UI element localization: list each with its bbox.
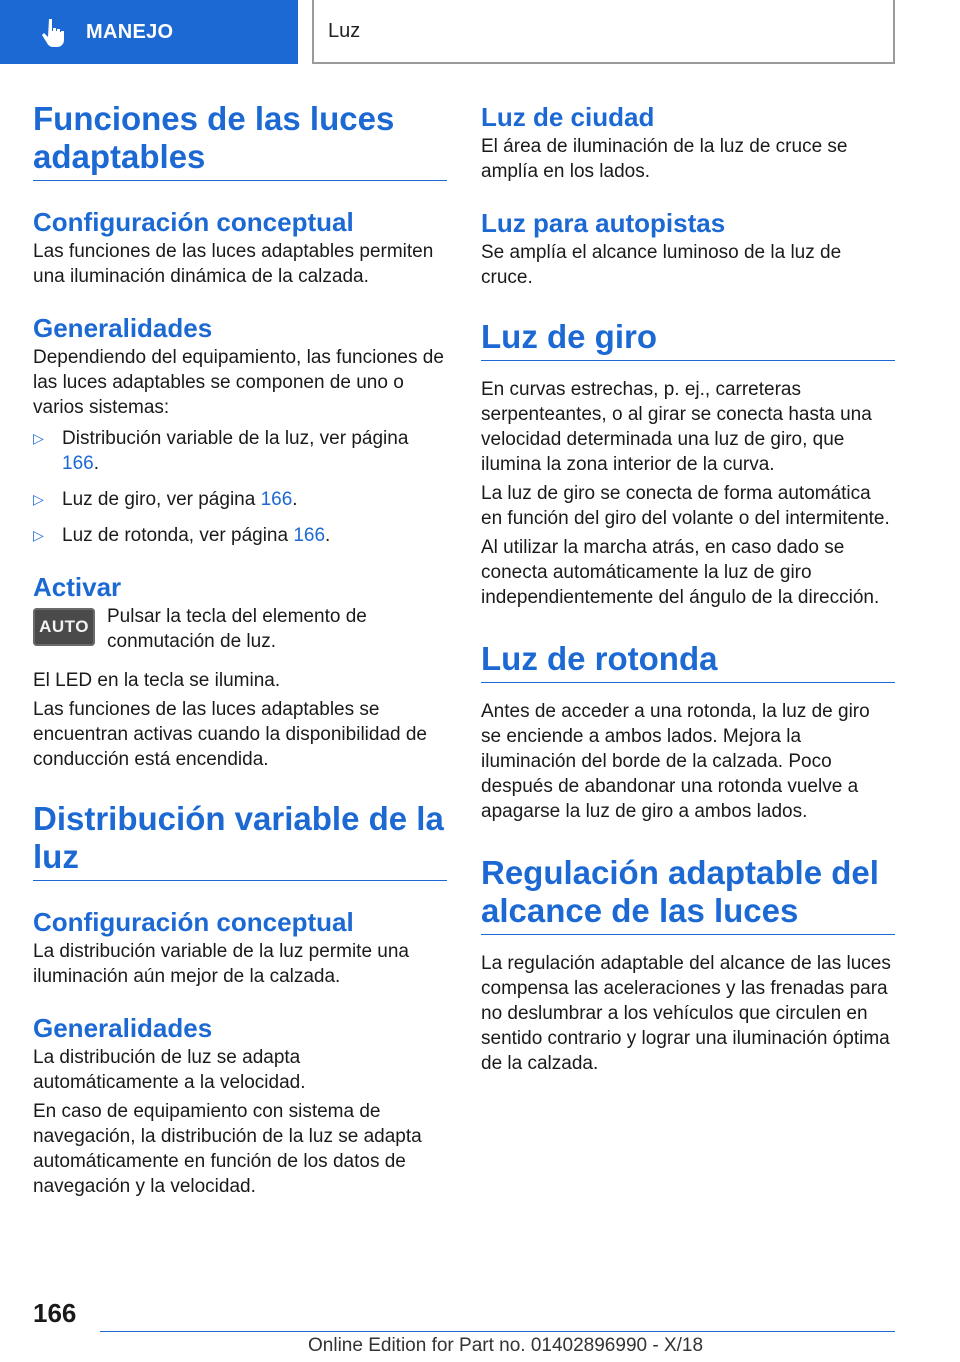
para-regulacion: La regulación adaptable del alcance de las luces compensa las aceleraciones y las frenadas para no deslumbrar a los vehículos que circulen en sentido contrario y lograr una iluminación óptima de la calzada. <box>481 953 891 1074</box>
heading-config-1: Configuración conceptual <box>33 207 354 237</box>
para-giro-2: La luz de giro se conecta de forma automática en función del giro del volante o del intermitente. <box>481 483 890 529</box>
heading-autopistas: Luz para autopistas <box>481 208 726 238</box>
footer-divider <box>100 1331 895 1332</box>
section-tab[interactable] <box>0 0 298 64</box>
para-general-2a: La distribución de luz se adapta automáticamente a la velocidad. <box>33 1047 306 1093</box>
chapter-title: Luz <box>328 19 361 42</box>
triangle-bullet-icon: ▷ <box>33 491 44 507</box>
para-ciudad: El área de iluminación de la luz de cruce se amplía en los lados. <box>481 136 848 182</box>
heading-funciones: Funciones de las luces adaptables <box>33 100 447 181</box>
page-link[interactable]: 166 <box>62 453 94 474</box>
hand-pointer-icon <box>40 17 68 47</box>
list-item: ▷ Luz de rotonda, ver página 166. <box>33 525 331 546</box>
heading-activar: Activar <box>33 572 122 602</box>
heading-general-1: Generalidades <box>33 313 213 343</box>
list-item: ▷ Luz de giro, ver página 166. <box>33 489 298 510</box>
page-number: 166 <box>33 1298 77 1328</box>
para-autopistas: Se amplía el alcance luminoso de la luz de cruce. <box>481 242 842 288</box>
edition-text: Online Edition for Part no. 01402896990 - X/18 <box>308 1335 704 1356</box>
para-activas: Las funciones de las luces adaptables se encuentran activas cuando la disponibilidad de conducción está encendida. <box>33 699 427 770</box>
heading-general-2: Generalidades <box>33 1013 213 1043</box>
chapter-header <box>312 0 895 64</box>
para-activar: Pulsar la tecla del elemento de conmutación de luz. <box>107 606 367 652</box>
triangle-bullet-icon: ▷ <box>33 430 44 446</box>
heading-regulacion: Regulación adaptable del alcance de las luces <box>481 854 895 935</box>
para-giro-1: En curvas estrechas, p. ej., carreteras serpenteantes, o al girar se conecta hasta una velocidad determinada una luz de giro, que ilumina la zona interior de la curva. <box>481 379 872 475</box>
systems-list <box>33 426 447 548</box>
heading-ciudad: Luz de ciudad <box>481 102 655 132</box>
para-rotonda: Antes de acceder a una rotonda, la luz de giro se enciende a ambos lados. Mejora la iluminación del borde de la calzada. Poco después de abandonar una rotonda vuelve a apagarse la luz de giro a ambos lados. <box>481 701 870 822</box>
list-item: ▷ Distribución variable de la luz, ver página 166. <box>33 428 409 474</box>
heading-rotonda: Luz de rotonda <box>481 640 895 683</box>
auto-button-icon: AUTO <box>33 608 95 646</box>
page-link[interactable]: 166 <box>260 489 293 510</box>
section-title: MANEJO <box>86 20 174 43</box>
page-link[interactable]: 166 <box>293 525 326 546</box>
auto-instruction <box>33 604 447 654</box>
heading-giro: Luz de giro <box>481 318 895 361</box>
heading-distribucion: Distribución variable de la luz <box>33 800 447 881</box>
para-giro-3: Al utilizar la marcha atrás, en caso dado se conecta automáticamente la luz de giro independientemente del ángulo de la dirección. <box>481 537 880 608</box>
heading-config-2: Configuración conceptual <box>33 907 354 937</box>
para-led: El LED en la tecla se ilumina. <box>33 670 281 691</box>
triangle-bullet-icon: ▷ <box>33 527 44 543</box>
para-general-2b: En caso de equipamiento con sistema de navegación, la distribución de la luz se adapta automáticamente en función de los datos de navegación y la velocidad. <box>33 1101 422 1197</box>
para-config-1: Las funciones de las luces adaptables permiten una iluminación dinámica de la calzada. <box>33 241 434 287</box>
para-config-2: La distribución variable de la luz permite una iluminación aún mejor de la calzada. <box>33 941 409 987</box>
left-column <box>33 100 447 1199</box>
right-column <box>481 100 895 1076</box>
para-general-1: Dependiendo del equipamiento, las funciones de las luces adaptables se componen de uno o varios sistemas: <box>33 347 444 418</box>
